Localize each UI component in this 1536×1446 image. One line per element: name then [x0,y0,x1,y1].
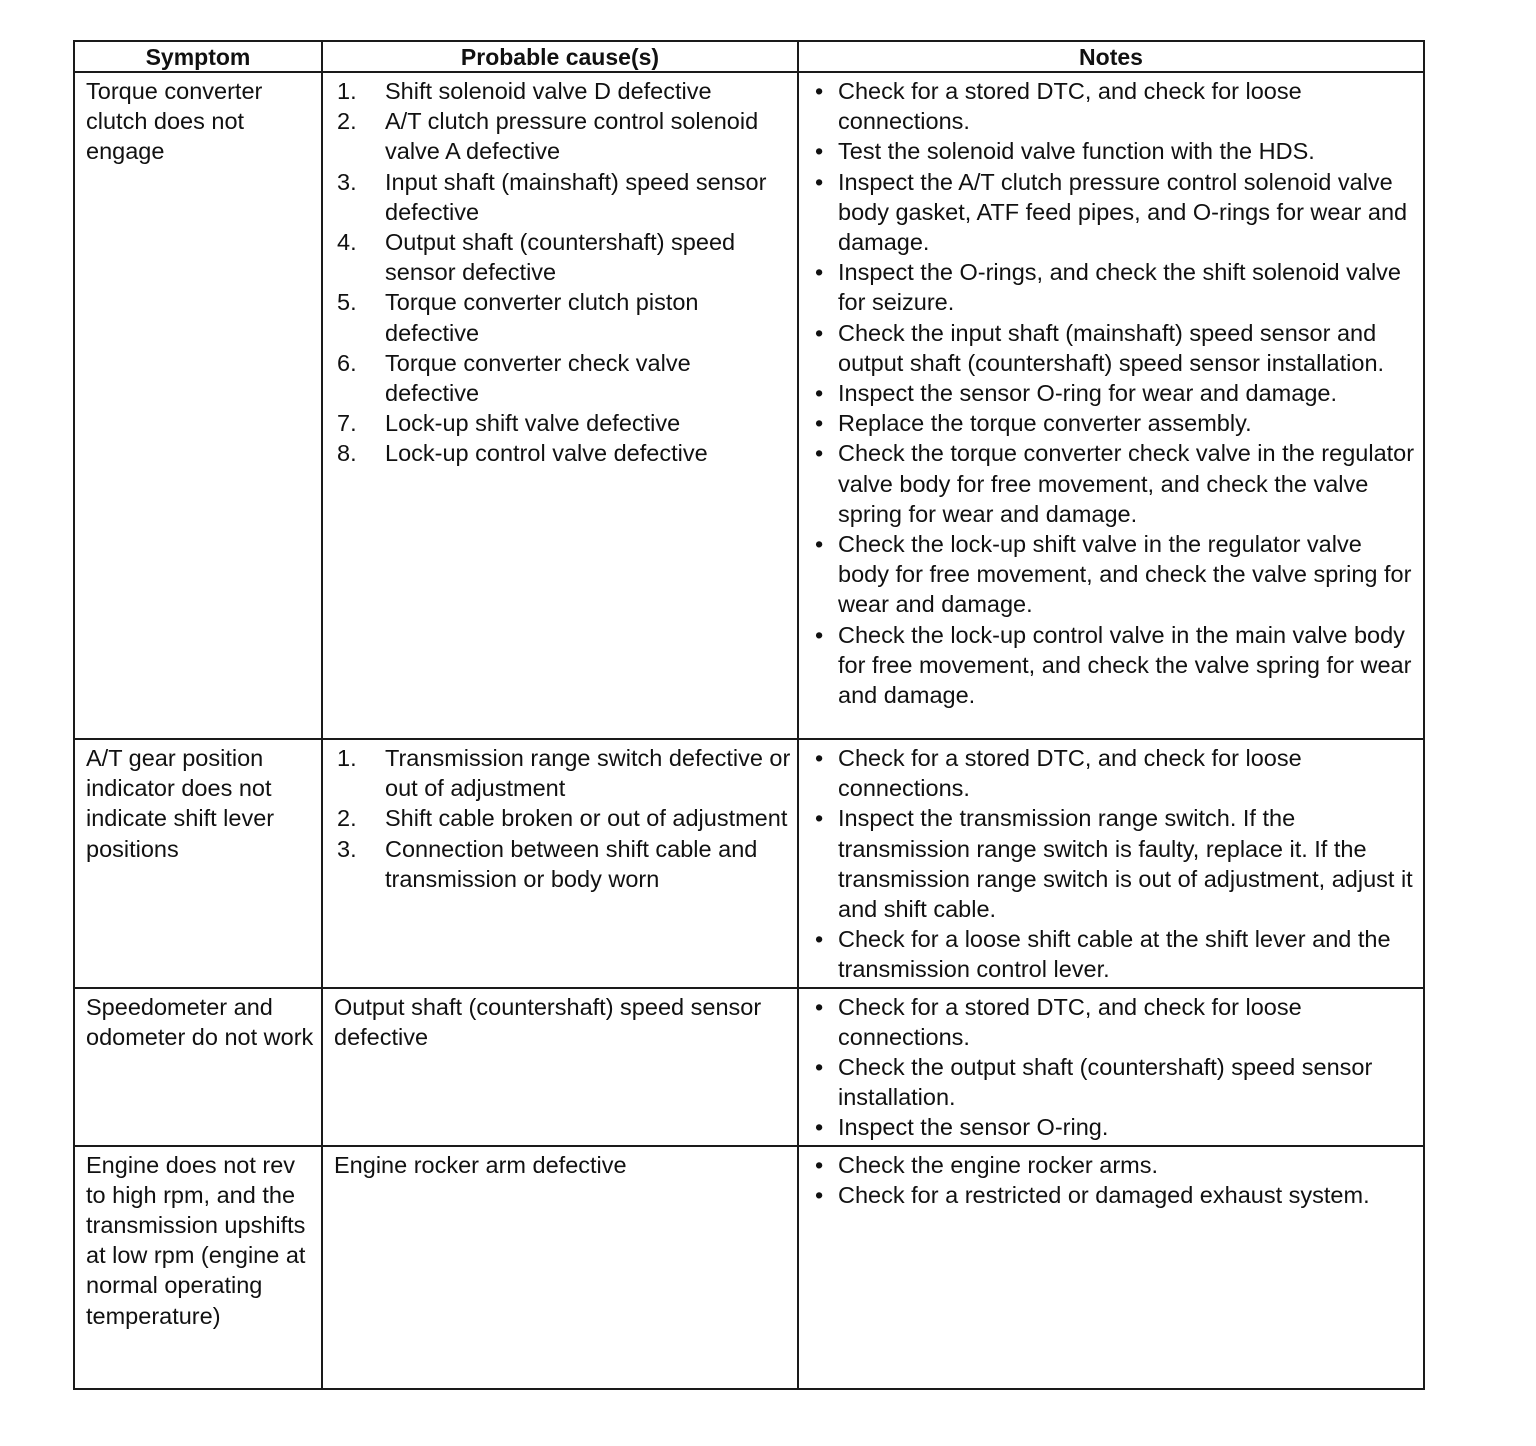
cause-item: 6. Torque converter check valve defective [337,349,691,407]
bullet-icon: • [815,745,824,771]
header-symptom: Symptom [74,41,322,72]
bullet-icon: • [815,78,824,104]
bullet-icon: • [815,440,824,467]
cause-item: 4. Output shaft (countershaft) speed sensor defective [337,229,736,286]
cause-item: 8. Lock-up control valve defective [337,440,708,467]
table-row [74,72,1424,739]
notes-cell [798,1146,1424,1389]
notes-cell [798,72,1424,739]
bullet-icon: • [815,805,824,832]
note-item: • Inspect the transmission range switch. If the transmission range switch is faulty, replace it. If the transmission range switch is out of adjustment, adjust it and shift cable. [815,805,1413,923]
note-item: • Check for a restricted or damaged exhaust system. [813,1180,1415,1210]
bullet-icon: • [815,531,824,558]
cause-item: 1. Transmission range switch defective or out of adjustment [337,745,791,802]
note-item: • Inspect the sensor O-ring for wear and damage. [813,378,1415,408]
causes-cell: Output shaft (countershaft) speed sensor defective [322,988,798,1146]
bullet-icon: • [815,926,824,953]
header-probable-causes: Probable cause(s) [322,41,798,72]
note-item: • Test the solenoid valve function with the HDS. [813,136,1415,166]
table-header-row [74,41,1424,72]
bullet-icon: • [815,380,824,407]
note-item: • Check for a stored DTC, and check for loose connections. [815,993,1302,1050]
cause-item: 3. Input shaft (mainshaft) speed sensor defective [337,168,767,225]
table-row [74,739,1424,988]
troubleshooting-document [73,40,1423,1390]
note-item: • Check for a stored DTC, and check for loose connections. [815,78,1302,135]
notes-list [813,992,1415,1143]
note-item: • Check the engine rocker arms. [813,1150,1415,1180]
symptom-cell: A/T gear position indicator does not indicate shift lever positions [74,739,322,988]
cause-item: 5. Torque converter clutch piston defective [337,289,699,346]
cause-item: 2. A/T clutch pressure control solenoid valve A defective [337,108,759,165]
bullet-icon: • [815,1114,824,1141]
bullet-icon: • [815,168,824,195]
cause-item: 2. Shift cable broken or out of adjustment [337,805,788,832]
bullet-icon: • [815,319,824,346]
note-item: • Check the lock-up control valve in the main valve body for free movement, and check the valve spring for wear and damage. [815,621,1412,709]
bullet-icon: • [815,410,824,437]
causes-cell: Engine rocker arm defective [322,1146,798,1389]
symptom-cell: Torque converter clutch does not engage [74,72,322,739]
cause-item: 1. Shift solenoid valve D defective [337,78,712,104]
cause-item: 3. Connection between shift cable and transmission or body worn [337,835,758,892]
notes-list [813,1150,1415,1210]
bullet-icon: • [815,138,824,165]
bullet-icon: • [815,1181,824,1208]
causes-cell [322,739,798,988]
symptom-cell: Engine does not rev to high rpm, and the transmission upshifts at low rpm (engine at normal operating temperature) [74,1146,322,1389]
bullet-icon: • [815,1054,824,1081]
note-item: • Inspect the O-rings, and check the shift solenoid valve for seizure. [815,259,1402,316]
notes-cell [798,739,1424,988]
note-item: • Inspect the A/T clutch pressure control solenoid valve body gasket, ATF feed pipes, and O-rings for wear and damage. [815,168,1408,256]
note-item: • Check the torque converter check valve in the regulator valve body for free movement, and check the valve spring for wear and damage. [815,440,1415,527]
header-notes: Notes [798,41,1424,72]
cause-list [334,743,791,894]
table-row [74,1146,1424,1389]
note-item: • Check the input shaft (mainshaft) speed sensor and output shaft (countershaft) speed sensor installation. [815,319,1385,376]
troubleshooting-table [73,40,1425,1390]
bullet-icon: • [815,621,824,648]
note-item: • Check the output shaft (countershaft) speed sensor installation. [815,1054,1373,1111]
notes-cell [798,988,1424,1146]
notes-list [813,743,1415,985]
table-row [74,988,1424,1146]
note-item: • Inspect the sensor O-ring. [813,1112,1415,1142]
note-item: • Check for a stored DTC, and check for loose connections. [815,745,1302,802]
cause-list [334,76,791,469]
notes-list [813,76,1415,710]
cause-item: 7. Lock-up shift valve defective [337,410,681,437]
bullet-icon: • [815,993,824,1020]
bullet-icon: • [815,1151,824,1178]
bullet-icon: • [815,259,824,286]
note-item: • Check for a loose shift cable at the shift lever and the transmission control lever. [815,926,1391,983]
note-item: • Check the lock-up shift valve in the regulator valve body for free movement, and check the valve spring for wear and damage. [815,531,1412,618]
note-item: • Replace the torque converter assembly. [813,408,1415,438]
symptom-cell: Speedometer and odometer do not work [74,988,322,1146]
causes-cell [322,72,798,739]
